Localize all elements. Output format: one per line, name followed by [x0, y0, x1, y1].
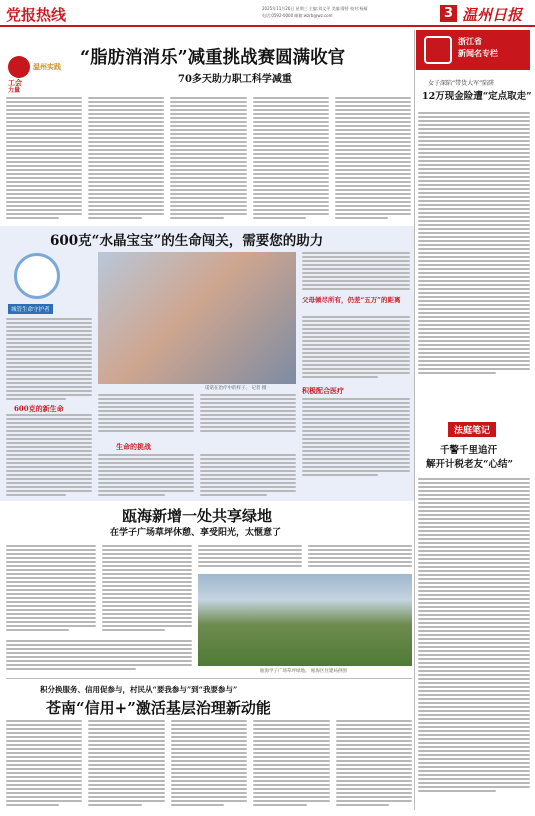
feature-sub-2: 生命的挑战 [116, 442, 151, 451]
feature-col-right-3 [302, 398, 410, 476]
lead-col-4 [253, 97, 329, 225]
photo-caption: 诺诺在治疗中的样子。 记者 摄 [205, 386, 267, 391]
logo-text-2: 力量 [8, 87, 21, 94]
greenland-body [6, 545, 192, 637]
section-title: 党报热线 [6, 6, 67, 24]
credit-kicker: 积分换服务、信用促参与，村民从“要我参与”到“我要参与” [40, 685, 238, 694]
contact-line: 电话:0592-0000 邮箱:wzrb@wz.com [262, 13, 333, 18]
greenland-photo [198, 574, 412, 666]
greenland-headline: 瓯海新增一处共享绿地 [122, 507, 273, 525]
badge-label: 城管生命守护者 [8, 304, 53, 314]
feature-sub-3: 父母倾尽所有，仍差“五万”的距离 [302, 296, 401, 304]
date-line: 2025年11月26日 星期三 主编:刘文平 美编:曹桥 校对:杨耀 [262, 6, 368, 11]
news-column-line2: 新闻名专栏 [458, 49, 498, 58]
feature-under-photo-2 [98, 454, 296, 496]
feature-col-right [302, 252, 410, 290]
lead-logo [8, 56, 66, 92]
law-notes-body [418, 478, 530, 792]
sidebar-caption: 女子深陷“带货大军”陷阱 [428, 80, 495, 87]
greenland-caption: 瓯海学子广场草坪绿地。 瓯海区住建局供图 [260, 669, 347, 674]
feature-col-1 [6, 318, 92, 400]
feature-sub-1: 600克的新生命 [14, 404, 64, 413]
lead-col-1 [6, 97, 82, 225]
credit-body [6, 720, 412, 810]
column-divider [414, 30, 415, 810]
sidebar-ad [416, 30, 530, 70]
paper-name: 温州日报 [462, 6, 523, 24]
feature-headline: 600克“水晶宝宝”的生命闯关，需要您的助力 [50, 233, 324, 249]
lead-headline: “脂肪消消乐”减重挑战赛圆满收官 [80, 48, 346, 68]
lead-subhead: 70多天助力职工科学减重 [178, 74, 292, 85]
feature-block [0, 226, 414, 501]
lead-col-2 [88, 97, 164, 225]
feature-sub-4: 积极配合医疗 [302, 386, 344, 395]
greenland-body-3 [6, 640, 192, 670]
logo-text-3: 温州实践 [33, 63, 61, 71]
law-notes-tag: 法庭笔记 [448, 422, 496, 437]
guardian-badge-icon [14, 253, 60, 299]
sidebar-headline: 12万现金险遭“定点取走” [422, 91, 532, 102]
column-logo-icon [424, 36, 452, 64]
greenland-body-2 [198, 545, 412, 573]
feature-photo [98, 252, 296, 384]
sidebar-body [418, 112, 530, 374]
greenland-subhead: 在学子广场草坪休憩、享受阳光，太惬意了 [110, 528, 282, 538]
masthead-rule [0, 25, 535, 27]
lead-body [6, 97, 411, 225]
union-logo-icon [8, 56, 30, 78]
feature-col-right-2 [302, 316, 410, 378]
news-column-line1: 浙江省 [458, 37, 482, 46]
logo-text-1: 工会 [8, 79, 22, 87]
lead-col-5 [335, 97, 411, 225]
feature-col-1b [6, 414, 92, 496]
credit-headline: 苍南“信用+”激活基层治理新动能 [46, 699, 271, 717]
law-notes-title-2: 解开计税老友“心结” [426, 459, 513, 470]
feature-under-photo [98, 394, 296, 432]
masthead [0, 0, 535, 34]
page-number: 3 [440, 5, 457, 22]
lead-col-3 [170, 97, 246, 225]
section-divider [6, 678, 412, 679]
law-notes-title-1: 千警千里追汗 [440, 445, 498, 456]
